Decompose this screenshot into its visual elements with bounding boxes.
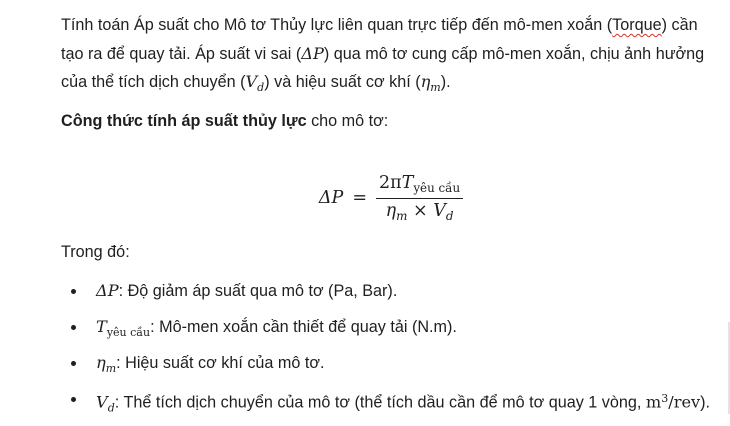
formula-denominator — [386, 199, 454, 223]
formula-lhs: ΔP — [318, 188, 344, 208]
unit-m: m — [645, 392, 662, 412]
intro-text-3: ) qua mô tơ cung cấp mô-men xoắn, chịu ảnh hưởng của thể tích dịch chuyển ( — [61, 44, 705, 91]
math-vd — [245, 72, 265, 94]
spellcheck-word[interactable]: Torque — [612, 16, 662, 34]
def-text: : Độ giảm áp suất qua mô tơ (Pa, Bar). — [118, 282, 398, 300]
unit-exponent: 3 — [661, 392, 669, 405]
pressure-formula — [61, 168, 721, 228]
denominator-times: × — [407, 201, 434, 221]
def-symbol-sub: yêu cầu — [106, 325, 151, 339]
intro-text-5: ). — [440, 73, 451, 91]
formula-heading-rest: cho mô tơ: — [306, 112, 389, 130]
list-item — [61, 309, 730, 345]
denominator-v: V — [433, 201, 446, 221]
formula-heading — [61, 112, 388, 131]
intro-text-1: Tính toán Áp suất cho Mô tơ Thủy lực liên quan trực tiếp đến mô-men xoắn ( — [61, 16, 613, 34]
def-text: : Hiệu suất cơ khí của mô tơ. — [116, 354, 325, 372]
def-symbol: T — [96, 317, 107, 336]
numerator-coefficient: 2π — [378, 172, 402, 193]
def-symbol: η — [96, 353, 106, 372]
def-text: : Mô-men xoắn cần thiết để quay tải (N.m). — [150, 318, 457, 336]
math-vd-base: V — [245, 72, 258, 91]
def-text: : Thể tích dịch chuyển của mô tơ (thể tích dầu cần để mô tơ quay 1 vòng, — [114, 393, 646, 412]
denominator-eta-sub: m — [396, 209, 408, 224]
unit-per-rev: /rev — [668, 392, 701, 412]
def-tail: ). — [700, 393, 711, 412]
where-label: Trong đó: — [61, 243, 130, 261]
intro-paragraph — [61, 11, 721, 102]
math-delta-p: ΔP — [301, 43, 324, 63]
formula-equals: = — [352, 188, 367, 208]
list-item — [61, 381, 730, 417]
intro-text-2: ) cần tạo ra để quay tải. Áp suất vi sai ( — [61, 16, 698, 63]
math-eta — [420, 72, 441, 94]
def-symbol: ΔP — [96, 281, 119, 300]
def-symbol: V — [96, 392, 108, 412]
def-symbol-sub: d — [107, 401, 115, 415]
intro-text-4: ) và hiệu suất cơ khí ( — [264, 73, 421, 91]
numerator-torque: T — [401, 172, 414, 193]
list-item — [61, 345, 730, 381]
definition-list — [61, 273, 730, 417]
denominator-v-sub: d — [445, 209, 454, 224]
numerator-subscript: yêu cầu — [413, 181, 461, 195]
math-eta-base: η — [420, 72, 431, 91]
formula-fraction — [376, 173, 463, 223]
list-item — [61, 273, 730, 309]
def-symbol-sub: m — [105, 361, 117, 375]
math-vd-sub: d — [257, 80, 265, 94]
denominator-eta: η — [385, 201, 397, 221]
formula-numerator — [376, 173, 463, 198]
formula-heading-bold: Công thức tính áp suất thủy lực — [61, 112, 307, 130]
math-eta-sub: m — [430, 80, 441, 94]
